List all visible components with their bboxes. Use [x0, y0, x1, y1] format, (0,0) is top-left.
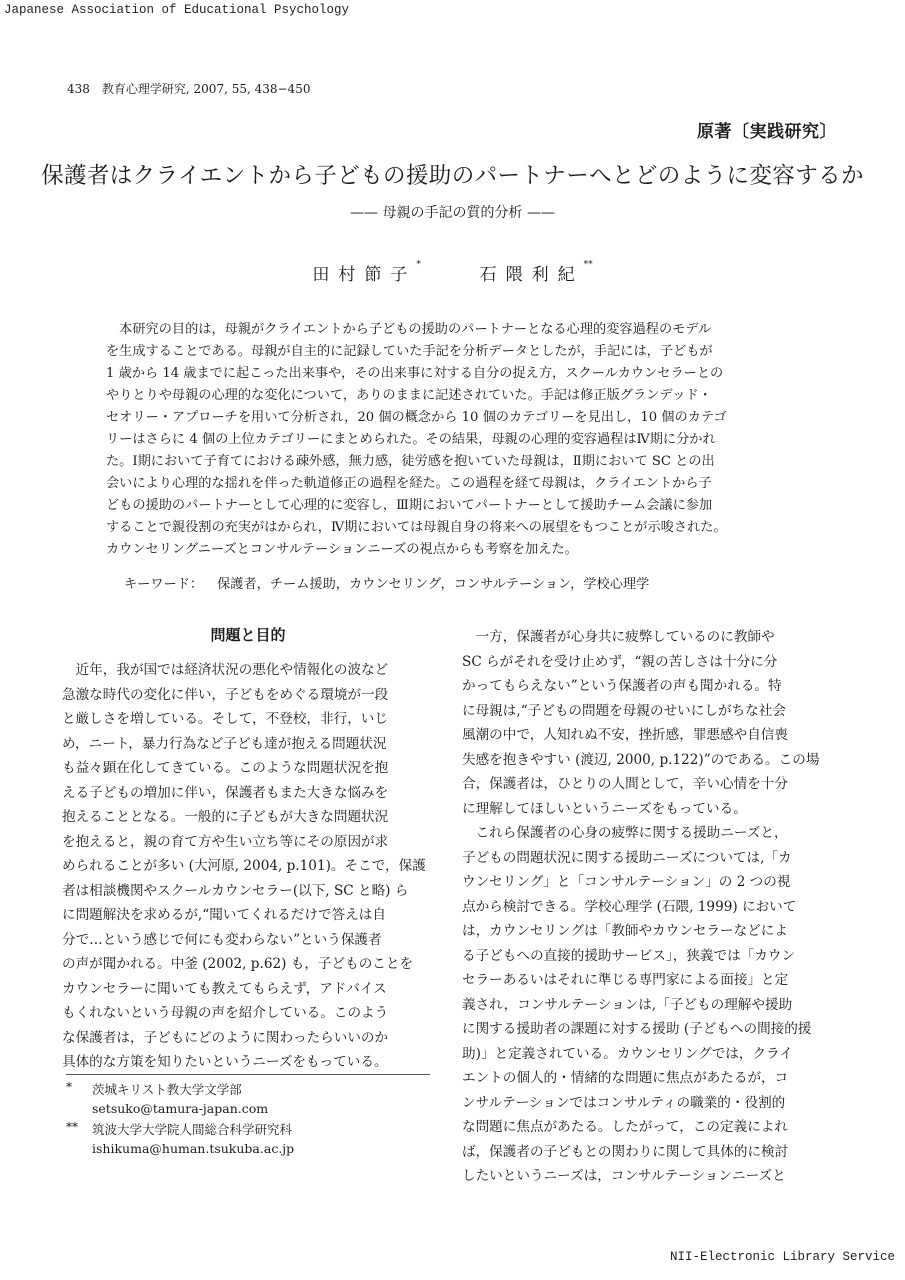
- keywords-list: 保護者，チーム援助，カウンセリング，コンサルテーション，学校心理学: [217, 577, 650, 592]
- body-line: 具体的な方策を知りたいというニーズをもっている。: [62, 1054, 388, 1070]
- body-line: SC らがそれを受け止めず，“親の苦しさは十分に分: [462, 653, 778, 670]
- body-line: 義され，コンサルテーションは,「子どもの理解や援助: [462, 996, 793, 1013]
- article-category: 原著〔実践研究〕: [697, 122, 837, 142]
- body-line: える子どもの増加に伴い，保護者もまた大きな悩みを: [62, 784, 389, 801]
- body-line: 者は相談機関やスクールカウンセラー(以下, SC と略) ら: [62, 882, 409, 899]
- body-line: る子どもへの直接的援助サービス」，狭義では「カウン: [462, 947, 796, 964]
- keywords-label: キーワード：: [124, 577, 204, 592]
- body-line: も益々顕在化してきている。このような問題状況を抱: [62, 760, 389, 776]
- abstract-line: 1 歳から 14 歳までに起こった出来事や，その出来事に対する自分の捉え方，スクールカウンセラーとの: [106, 366, 724, 381]
- body-line: 失感を抱きやすい (渡辺, 2000, p.122)”のである。この場: [462, 751, 820, 768]
- body-line: に理解してほしいというニーズをもっている。: [462, 800, 747, 817]
- body-line: 点から検討できる。学校心理学 (石隈, 1999) において: [462, 898, 797, 915]
- abstract-line: セオリー・アプローチを用いて分析され，20 個の概念から 10 個のカテゴリーを見出し，10 個のカテゴ: [106, 410, 727, 425]
- abstract: [106, 319, 818, 561]
- body-line: 分で…という感じで何にも変わらない”という保護者: [62, 931, 382, 948]
- footnote-affiliation: 筑波大学大学院人間総合科学研究科: [92, 1122, 293, 1137]
- author-mark: **: [583, 260, 593, 270]
- body-line: められることが多い (大河原, 2004, p.101)。そこで，保護: [62, 858, 426, 874]
- body-line: を抱えると，親の育て方や生い立ち等にその原因が求: [62, 833, 389, 850]
- body-line: 子どもの問題状況に関する援助ニーズについては,「カ: [462, 849, 792, 866]
- page-subtitle: —— 母親の手記の質的分析 ——: [350, 205, 555, 221]
- footnote-affiliation: 茨城キリスト教大学文学部: [92, 1082, 242, 1097]
- body-line: 急激な時代の変化に伴い，子どもをめぐる環境が一段: [62, 686, 389, 703]
- body-line: 抱えることとなる。一般的に子どもが大きな問題状況: [62, 809, 389, 825]
- body-line: と厳しさを増している。そして，不登校，非行，いじ: [62, 711, 388, 727]
- body-line: したいというニーズは，コンサルテーションニーズと: [462, 1168, 786, 1184]
- footnote-mark: **: [66, 1120, 78, 1134]
- body-line: 助)」と定義されている。カウンセリングでは，クライ: [462, 1045, 793, 1062]
- right-column: [462, 625, 834, 1189]
- body-line: は，カウンセリングは「教師やカウンセラーなどによ: [462, 923, 788, 939]
- body-line: ンサルテーションではコンサルティの職業的・役割的: [462, 1094, 786, 1111]
- page-title: 保護者はクライエントから子どもの援助のパートナーへとどのように変容するか: [41, 163, 864, 189]
- abstract-line: カウンセリングニーズとコンサルテーションニーズの視点からも考察を加えた。: [106, 542, 578, 557]
- header-organization: Japanese Association of Educational Psychology: [4, 3, 350, 17]
- author-name: 田村節子: [312, 265, 417, 285]
- abstract-line: を生成することである。母親が自主的に記録していた手記を分析データとしたが，手記には，子どもが: [106, 344, 713, 359]
- footnote-mark: *: [66, 1080, 72, 1094]
- body-line: の声が聞かれる。中釜 (2002, p.62) も，子どものことを: [62, 956, 414, 972]
- abstract-line: リーはさらに 4 個の上位カテゴリーにまとめられた。その結果，母親の心理的変容過程はⅣ期に分かれ: [106, 432, 716, 447]
- abstract-line: 本研究の目的は，母親がクライエントから子どもの援助のパートナーとなる心理的変容過程のモデル: [106, 322, 712, 337]
- body-line: に母親は,“子どもの問題を母親のせいにしがちな社会: [462, 702, 786, 719]
- section-heading: 問題と目的: [210, 626, 286, 644]
- body-line: これら保護者の心身の疲弊に関する援助ニーズと，: [462, 825, 788, 841]
- body-line: に関する援助者の課題に対する援助 (子どもへの間接的援: [462, 1021, 812, 1037]
- footnote-divider: [66, 1074, 430, 1075]
- body-line: ば，保護者の子どもとの関わりに関して具体的に検討: [462, 1143, 789, 1160]
- body-line: カウンセラーに聞いても教えてもらえず，アドバイス: [62, 980, 387, 997]
- body-line: な保護者は，子どもにどのように関わったらいいのか: [62, 1029, 389, 1046]
- body-line: な問題に焦点があたる。したがって，この定義によれ: [462, 1119, 788, 1135]
- author-mark: *: [416, 260, 421, 270]
- body-line: 一方，保護者が心身共に疲弊しているのに教師や: [462, 629, 775, 645]
- body-line: もくれないという母親の声を紹介している。このよう: [62, 1005, 389, 1021]
- left-column: [62, 658, 434, 1075]
- abstract-line: た。Ⅰ期において子育てにおける疎外感，無力感，徒労感を抱いていた母親は，Ⅱ期において SC との出: [106, 454, 715, 469]
- abstract-line: 会いにより心理的な揺れを伴った軌道修正の過程を経た。この過程を経て母親は，クライエントから子: [106, 476, 712, 491]
- body-line: ウンセリング」と「コンサルテーション」の 2 つの視: [462, 874, 791, 890]
- footer-service: NII-Electronic Library Service: [670, 1250, 896, 1264]
- body-line: かってもらえない”という保護者の声も聞かれる。特: [462, 678, 782, 694]
- body-line: 近年，我が国では経済状況の悪化や情報化の波など: [62, 662, 389, 678]
- author-name: 石隈利紀: [479, 265, 584, 285]
- body-line: 風潮の中で，人知れぬ不安，挫折感，罪悪感や自信喪: [462, 727, 788, 743]
- body-line: め，ニート，暴力行為など子ども達が抱える問題状況: [62, 735, 387, 752]
- footnote-email: ishikuma@human.tsukuba.ac.jp: [92, 1141, 295, 1156]
- keywords: [124, 573, 649, 592]
- abstract-line: どもの援助のパートナーとして心理的に変容し，Ⅲ期においてパートナーとして援助チーム会議に参加: [106, 498, 713, 513]
- citation: 438 教育心理学研究, 2007, 55, 438−450: [67, 82, 311, 96]
- body-line: エントの個人的・情緒的な問題に焦点があたるが，コ: [462, 1070, 789, 1086]
- abstract-line: やりとりや母親の心理的な変化について，ありのままに記述されていた。手記は修正版グランデッド・: [106, 388, 712, 403]
- body-line: セラーあるいはそれに準じる専門家による面接」と定: [462, 972, 789, 988]
- body-line: 合，保護者は，ひとりの人間として，辛い心情を十分: [462, 776, 788, 792]
- abstract-line: することで親役割の充実がはかられ，Ⅳ期においては母親自身の将来への展望をもつことが示唆された。: [106, 520, 727, 535]
- authors: [0, 260, 905, 285]
- footnote-email: setsuko@tamura-japan.com: [92, 1101, 269, 1116]
- body-line: に問題解決を求めるが,“聞いてくれるだけで答えは自: [62, 907, 386, 923]
